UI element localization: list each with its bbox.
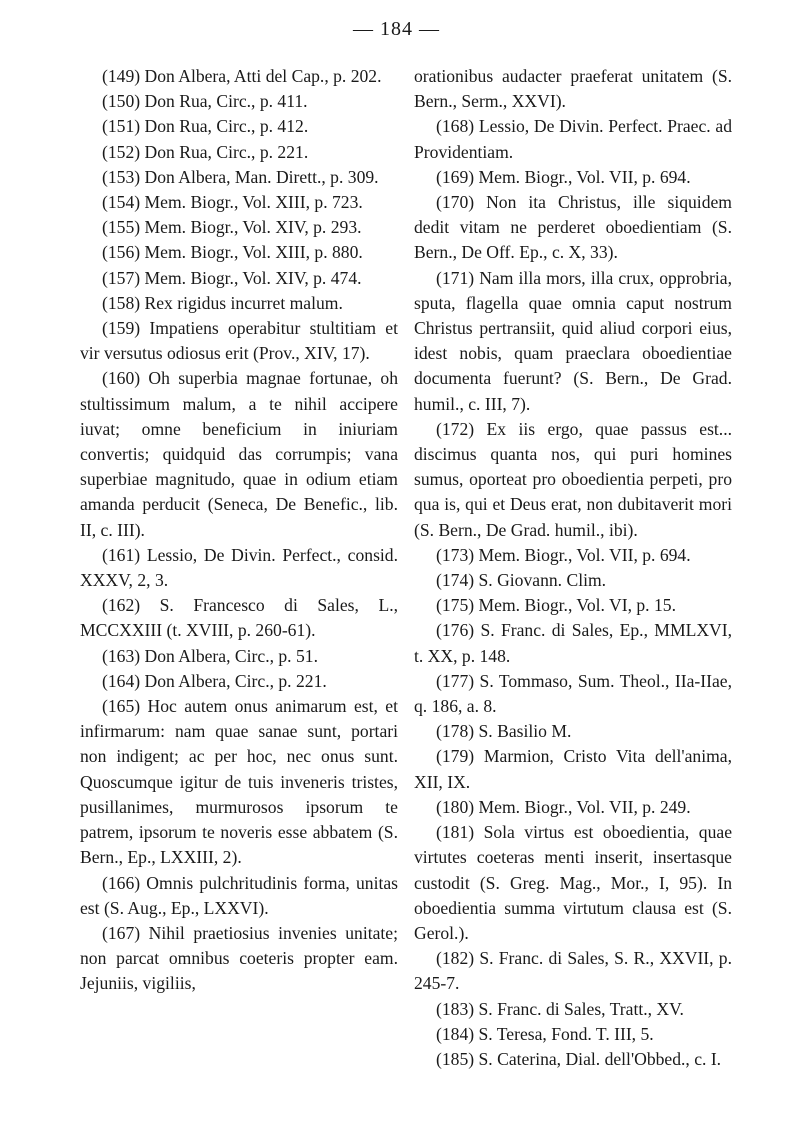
footnote-entry: (158) Rex rigidus incurret malum. <box>102 292 343 313</box>
footnote-entry: (179) Marmion, Cristo Vita dell'anima, XII, IX. <box>414 746 732 792</box>
footnote-entry: (152) Don Rua, Circ., p. 221. <box>102 141 309 162</box>
footnote-entry: (161) Lessio, De Divin. Perfect., consid. XXXV, 2, 3. <box>80 544 398 591</box>
footnote-entry: (174) S. Giovann. Clim. <box>436 570 607 591</box>
footnote-entry: (169) Mem. Biogr., Vol. VII, p. 694. <box>436 166 691 187</box>
footnote-entry: (176) S. Franc. di Sales, Ep., MMLXVI, t. XX, p. 148. <box>414 620 732 666</box>
footnote-entry: orationibus audacter praeferat unitatem (S. Bern., Serm., XXVI). <box>414 66 732 112</box>
left-notes-column <box>80 64 398 997</box>
footnote-entry: (178) S. Basilio M. <box>436 721 572 742</box>
footnote-entry: (184) S. Teresa, Fond. T. III, 5. <box>436 1023 654 1044</box>
footnote-entry: (155) Mem. Biogr., Vol. XIV, p. 293. <box>102 217 362 238</box>
footnote-entry: (159) Impatiens operabitur stultitiam et vir versutus odiosus erit (Prov., XIV, 17). <box>80 318 398 364</box>
footnote-entry: (151) Don Rua, Circ., p. 412. <box>102 116 309 137</box>
footnote-entry: (183) S. Franc. di Sales, Tratt., XV. <box>436 998 684 1019</box>
footnote-entry: (150) Don Rua, Circ., p. 411. <box>102 91 308 112</box>
footnote-entry: (180) Mem. Biogr., Vol. VII, p. 249. <box>436 796 691 817</box>
footnote-entry: (166) Omnis pulchritudinis forma, unitas est (S. Aug., Ep., LXXVI). <box>80 872 398 918</box>
footnote-entry: (160) Oh superbia magnae fortunae, oh stultissimum malum, a te nihil accipere iuvat; omne beneficium in iniuriam convertis; quidquid das corrumpis; vana superbiae magnitudo, quae in odium etiam amanda perducit (Seneca, De Benefic., lib. II, c. III). <box>80 368 398 540</box>
right-notes-column <box>414 64 732 1072</box>
footnote-entry: (154) Mem. Biogr., Vol. XIII, p. 723. <box>102 192 363 213</box>
footnote-entry: (181) Sola virtus est oboedientia, quae virtutes coeteras menti inserit, insertasque custodit (S. Greg. Mag., Mor., I, 95). In oboedientia summa virtutum clausa est (S. Gerol.). <box>414 822 732 943</box>
footnote-entry: (156) Mem. Biogr., Vol. XIII, p. 880. <box>102 242 363 263</box>
footnote-entry: (153) Don Albera, Man. Dirett., p. 309. <box>102 166 379 187</box>
footnote-entry: (177) S. Tommaso, Sum. Theol., IIa-IIae, q. 186, a. 8. <box>414 670 732 717</box>
footnote-entry: (149) Don Albera, Atti del Cap., p. 202. <box>102 66 382 86</box>
footnote-entry: (163) Don Albera, Circ., p. 51. <box>102 645 318 666</box>
footnote-entry: (167) Nihil praetiosius invenies unitate; non parcat omnibus coeteris propter eam. Jejuniis, vigiliis, <box>80 922 398 994</box>
footnote-entry: (172) Ex iis ergo, quae passus est... discimus quanta nos, qui puri homines sumus, oporteat pro oboedientia perpeti, pro qua is, qui et Deus erat, non dubitaverit mori (S. Bern., De Grad. humil., ibi). <box>414 418 732 540</box>
footnote-entry: (162) S. Francesco di Sales, L., MCCXXIII (t. XVIII, p. 260-61). <box>80 595 398 641</box>
footnote-entry: (171) Nam illa mors, illa crux, opprobria, sputa, flagella quae omnia caput nostrum Christus pertransiit, quid aliud corpori eius, idest nobis, quam praeclara oboedientiae documenta fuerunt? (S. Bern., De Grad. humil., c. III, 7). <box>414 267 732 414</box>
footnote-entry: (185) S. Caterina, Dial. dell'Obbed., c. I. <box>436 1048 722 1069</box>
footnote-entry: (164) Don Albera, Circ., p. 221. <box>102 670 327 691</box>
page-number: — 184 — <box>353 18 440 40</box>
footnote-entry: (168) Lessio, De Divin. Perfect. Praec. ad Providentiam. <box>414 116 732 162</box>
footnote-entry: (165) Hoc autem onus animarum est, et infirmarum: nam quae sanae sunt, portari non indigent; ac per hoc, nec onus sunt. Quoscumque igitur de tuis inveneris tristes, pusillanimes, murmurosos ipsorum te patrem, ipsorum te noveris esse abbatem (S. Bern., Ep., LXXIII, 2). <box>80 696 398 868</box>
footnote-entry: (173) Mem. Biogr., Vol. VII, p. 694. <box>436 544 691 565</box>
footnote-entry: (182) S. Franc. di Sales, S. R., XXVII, p. 245-7. <box>414 948 732 994</box>
footnote-entry: (157) Mem. Biogr., Vol. XIV, p. 474. <box>102 267 362 288</box>
footnote-entry: (175) Mem. Biogr., Vol. VI, p. 15. <box>436 595 676 616</box>
footnote-entry: (170) Non ita Christus, ille siquidem dedit vitam ne perderet oboedientiam (S. Bern., De Off. Ep., c. X, 33). <box>414 192 732 263</box>
